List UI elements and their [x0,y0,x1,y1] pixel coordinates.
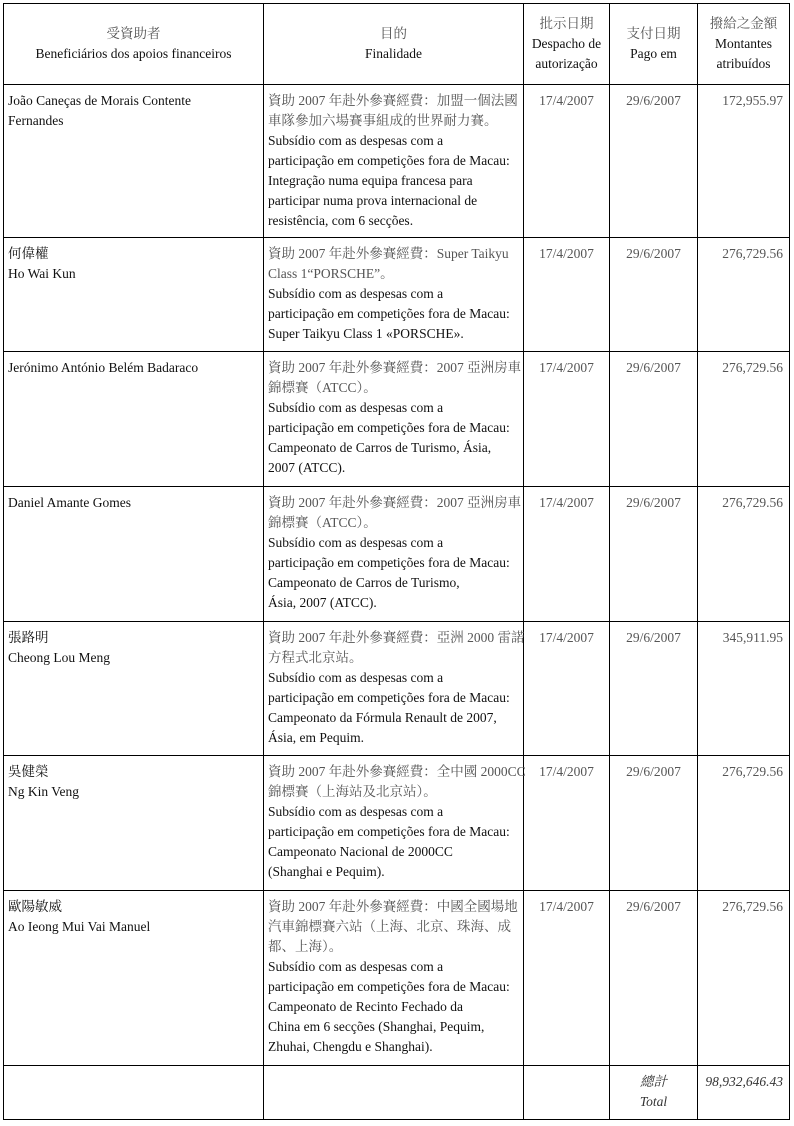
purpose-pt-line: Campeonato de Carros de Turismo, Ásia, [268,440,492,455]
amount: 276,729.56 [698,487,790,622]
purpose-zh-line: 方程式北京站。 [268,650,363,665]
beneficiary-name-line: 歐陽敏威 [8,899,62,914]
approval-date: 17/4/2007 [524,487,610,622]
purpose-cell [264,352,524,487]
total-amount: 98,932,646.43 [698,1066,790,1120]
amount: 172,955.97 [698,85,790,238]
header-row [4,4,790,85]
beneficiary-cell [4,487,264,622]
header-purpose-pt: Finalidade [365,46,422,61]
purpose-zh-line: 資助 2007 年赴外參賽經費：Super Taikyu [268,246,509,261]
header-amount [698,4,790,85]
amount: 276,729.56 [698,352,790,487]
beneficiary-name-line: Ho Wai Kun [8,266,76,281]
table-row [4,238,790,352]
purpose-pt-line: participação em competições fora de Macau: [268,420,510,435]
purpose-zh-line: 汽車錦標賽六站（上海、北京、珠海、成 [268,919,511,934]
purpose-pt-line: participação em competições fora de Macau: [268,690,510,705]
purpose-zh-line: 資助 2007 年赴外參賽經費：2007 亞洲房車 [268,360,522,375]
purpose-zh-line: 資助 2007 年赴外參賽經費：加盟一個法國 [268,93,518,108]
purpose-pt-line: Subsídio com as despesas com a [268,400,444,415]
beneficiary-cell [4,352,264,487]
total-label-pt: Total [639,1094,668,1109]
approval-date: 17/4/2007 [524,85,610,238]
purpose-pt-line: Campeonato da Fórmula Renault de 2007, [268,710,497,725]
purpose-pt-line: participação em competições fora de Macau: [268,153,510,168]
paid-date: 29/6/2007 [610,756,698,891]
header-purpose [264,4,524,85]
purpose-cell [264,238,524,352]
beneficiary-name-line: Ng Kin Veng [8,784,80,799]
table-row [4,85,790,238]
purpose-zh-line: 資助 2007 年赴外參賽經費：中國全國場地 [268,899,518,914]
purpose-zh-line: 錦標賽（ATCC）。 [268,515,377,530]
header-approval-pt: autorização [535,56,598,71]
beneficiary-cell [4,85,264,238]
purpose-pt-line: participar numa prova internacional de [268,193,478,208]
purpose-pt-line: Subsídio com as despesas com a [268,670,444,685]
paid-date: 29/6/2007 [610,622,698,756]
purpose-zh-line: 資助 2007 年赴外參賽經費：亞洲 2000 雷諾 [268,630,525,645]
beneficiary-name-line: Ao Ieong Mui Vai Manuel [8,919,151,934]
beneficiary-name-line: Fernandes [8,113,64,128]
purpose-pt-line: 2007 (ATCC). [268,460,346,475]
approval-date: 17/4/2007 [524,891,610,1066]
beneficiary-cell [4,891,264,1066]
purpose-pt-line: Campeonato de Recinto Fechado da [268,999,463,1014]
header-beneficiary-pt: Beneficiários dos apoios financeiros [35,46,232,61]
purpose-pt-line: Campeonato Nacional de 2000CC [268,844,453,859]
amount: 276,729.56 [698,238,790,352]
table-row [4,352,790,487]
header-beneficiary-zh: 受資助者 [106,26,161,41]
purpose-cell [264,622,524,756]
header-approval [524,4,610,85]
beneficiary-name-line: Cheong Lou Meng [8,650,110,665]
beneficiary-cell [4,622,264,756]
purpose-pt-line: (Shanghai e Pequim). [268,864,385,879]
approval-date: 17/4/2007 [524,622,610,756]
purpose-pt-line: participação em competições fora de Macau: [268,555,510,570]
total-empty-cell [264,1066,524,1120]
table-row [4,891,790,1066]
purpose-zh-line: 錦標賽（ATCC）。 [268,380,377,395]
header-approval-pt: Despacho de [531,36,602,51]
table-row [4,487,790,622]
purpose-pt-line: Campeonato de Carros de Turismo, [268,575,460,590]
approval-date: 17/4/2007 [524,238,610,352]
purpose-cell [264,85,524,238]
approval-date: 17/4/2007 [524,756,610,891]
purpose-pt-line: Zhuhai, Chengdu e Shanghai). [268,1039,433,1054]
paid-date: 29/6/2007 [610,85,698,238]
total-row [4,1066,790,1120]
beneficiary-cell [4,238,264,352]
header-approval-zh: 批示日期 [539,16,594,31]
total-label-zh: 總計 [640,1074,667,1089]
paid-date: 29/6/2007 [610,487,698,622]
total-empty-cell [4,1066,264,1120]
paid-date: 29/6/2007 [610,891,698,1066]
purpose-zh-line: 資助 2007 年赴外參賽經費：全中國 2000CC [268,764,526,779]
table-row [4,756,790,891]
approval-date: 17/4/2007 [524,352,610,487]
header-paid [610,4,698,85]
purpose-cell [264,487,524,622]
header-amount-zh: 撥給之金額 [709,16,778,31]
beneficiary-name-line: Jerónimo António Belém Badaraco [8,360,199,375]
purpose-zh-line: 資助 2007 年赴外參賽經費：2007 亞洲房車 [268,495,522,510]
header-beneficiary [4,4,264,85]
header-purpose-zh: 目的 [380,26,407,41]
purpose-cell [264,756,524,891]
purpose-zh-line: 都、上海）。 [268,939,343,954]
purpose-zh-line: 錦標賽（上海站及北京站）。 [268,784,437,799]
amount: 276,729.56 [698,891,790,1066]
beneficiary-name-line: 張路明 [8,630,49,645]
purpose-pt-line: Integração numa equipa francesa para [268,173,473,188]
total-label [610,1066,698,1120]
beneficiary-name-line: 何偉權 [8,246,49,261]
purpose-pt-line: Ásia, em Pequim. [268,730,364,745]
total-empty-cell [524,1066,610,1120]
beneficiary-name-line: João Caneças de Morais Contente [8,93,191,108]
beneficiary-name-line: 吳健榮 [8,764,49,779]
purpose-pt-line: China em 6 secções (Shanghai, Pequim, [268,1019,485,1034]
subsidy-table [3,3,790,1120]
purpose-zh-line: Class 1“PORSCHE”。 [268,266,394,281]
purpose-pt-line: Subsídio com as despesas com a [268,804,444,819]
purpose-pt-line: participação em competições fora de Macau: [268,979,510,994]
header-paid-zh: 支付日期 [626,26,681,41]
purpose-pt-line: Subsídio com as despesas com a [268,959,444,974]
purpose-cell [264,891,524,1066]
header-amount-pt: atribuídos [716,56,771,71]
purpose-pt-line: Ásia, 2007 (ATCC). [268,595,377,610]
beneficiary-cell [4,756,264,891]
purpose-pt-line: resistência, com 6 secções. [268,213,414,228]
purpose-pt-line: Subsídio com as despesas com a [268,535,444,550]
paid-date: 29/6/2007 [610,238,698,352]
amount: 276,729.56 [698,756,790,891]
table-row [4,622,790,756]
purpose-pt-line: participação em competições fora de Macau: [268,306,510,321]
header-paid-pt: Pago em [630,46,677,61]
beneficiary-name-line: Daniel Amante Gomes [8,495,131,510]
purpose-zh-line: 車隊參加六場賽事組成的世界耐力賽。 [268,113,498,128]
purpose-pt-line: Subsídio com as despesas com a [268,286,444,301]
paid-date: 29/6/2007 [610,352,698,487]
amount: 345,911.95 [698,622,790,756]
purpose-pt-line: Subsídio com as despesas com a [268,133,444,148]
purpose-pt-line: Super Taikyu Class 1 «PORSCHE». [268,326,464,341]
header-amount-pt: Montantes [715,36,772,51]
purpose-pt-line: participação em competições fora de Macau: [268,824,510,839]
